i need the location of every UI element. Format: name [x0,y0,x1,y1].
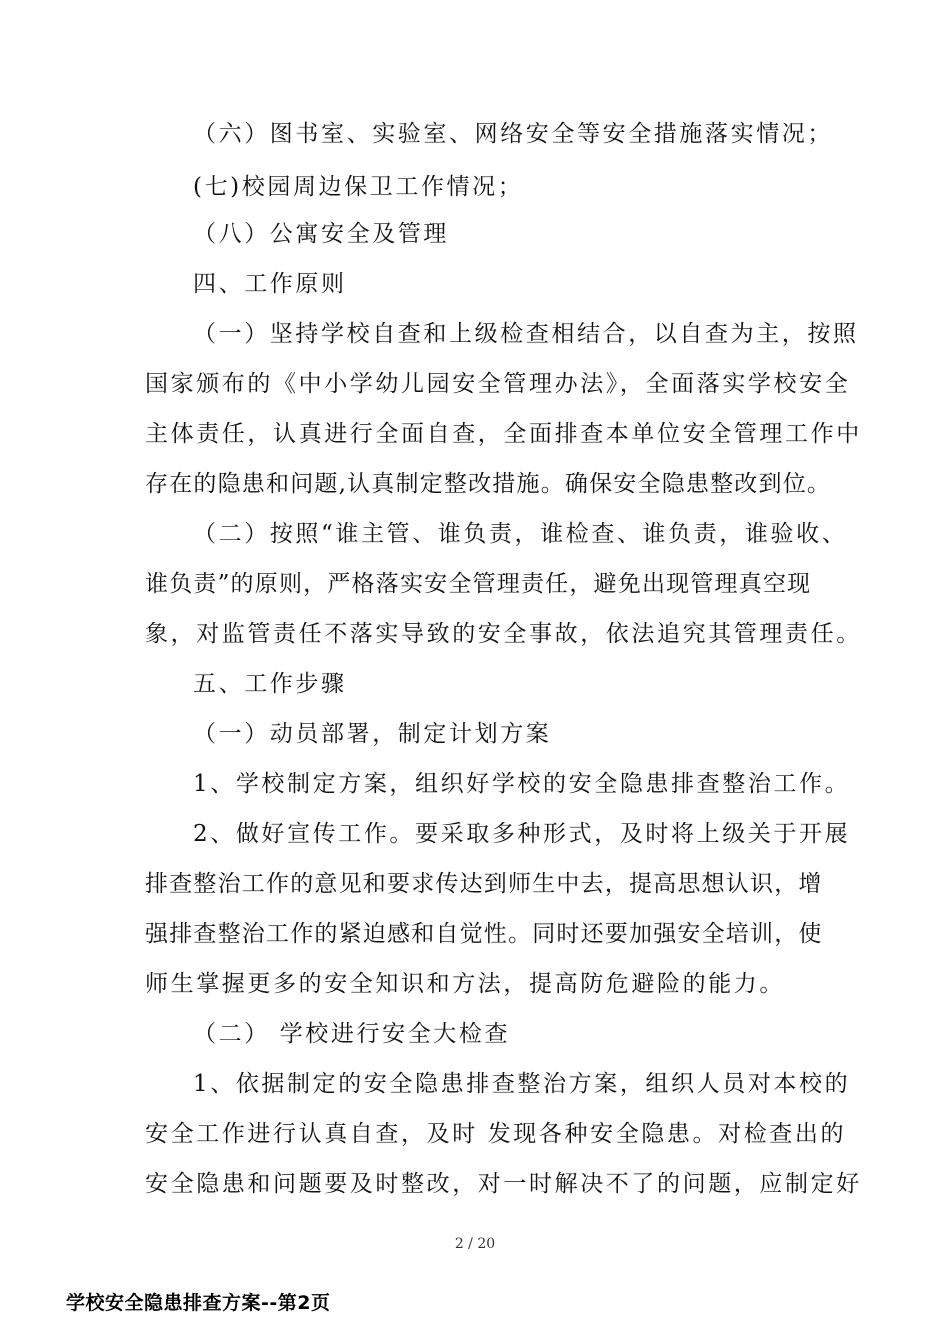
paragraph-line: （八）公寓安全及管理 [193,221,449,247]
section-heading: 四、工作原则 [193,271,347,297]
paragraph-line: 国家颁布的《中小学幼儿园安全管理办法》，全面落实学校安全 [145,371,851,397]
paragraph-line: 2、做好宣传工作。要采取多种形式，及时将上级关于开展 [193,821,851,847]
paragraph-line: 安全隐患和问题要及时整改，对一时解决不了的问题，应制定好 [145,1171,862,1197]
paragraph-line: （一）动员部署，制定计划方案 [193,721,552,747]
paragraph-line: （一）坚持学校自查和上级检查相结合，以自查为主，按照 [193,321,859,347]
paragraph-line: 强排查整治工作的紧迫感和自觉性。同时还要加强安全培训，使 [145,921,823,947]
paragraph-line: 象，对监管责任不落实导致的安全事故，依法追究其管理责任。 [145,621,862,647]
paragraph-line: （六）图书室、实验室、网络安全等安全措施落实情况； [193,121,833,147]
footer-caption: 学校安全隐患排查方案--第2页 [66,1292,331,1314]
page-number: 2 / 20 [454,1236,496,1252]
section-heading: 五、工作步骤 [193,671,347,697]
paragraph-line: 排查整治工作的意见和要求传达到师生中去，提高思想认识，增 [145,871,823,897]
paragraph-line: (七)校园周边保卫工作情况； [193,174,524,200]
paragraph-line: 主体责任，认真进行全面自查，全面排查本单位安全管理工作中 [145,421,862,447]
paragraph-line: 师生掌握更多的安全知识和方法，提高防危避险的能力。 [145,971,785,997]
paragraph-line: 安全工作进行认真自查，及时 发现各种安全隐患。对检查出的 [145,1121,847,1147]
paragraph-line: 1、学校制定方案，组织好学校的安全隐患排查整治工作。 [193,771,851,797]
paragraph-line: 1、依据制定的安全隐患排查整治方案，组织人员对本校的 [193,1071,851,1097]
paragraph-line: （二）按照“谁主管、谁负责，谁检查、谁负责，谁验收、 [193,521,848,547]
paragraph-line: 存在的隐患和问题,认真制定整改措施。确保安全隐患整改到位。 [145,471,832,497]
paragraph-line: 谁负责”的原则，严格落实安全管理责任，避免出现管理真空现 [145,571,812,597]
paragraph-line: （二） 学校进行安全大检查 [193,1021,511,1047]
